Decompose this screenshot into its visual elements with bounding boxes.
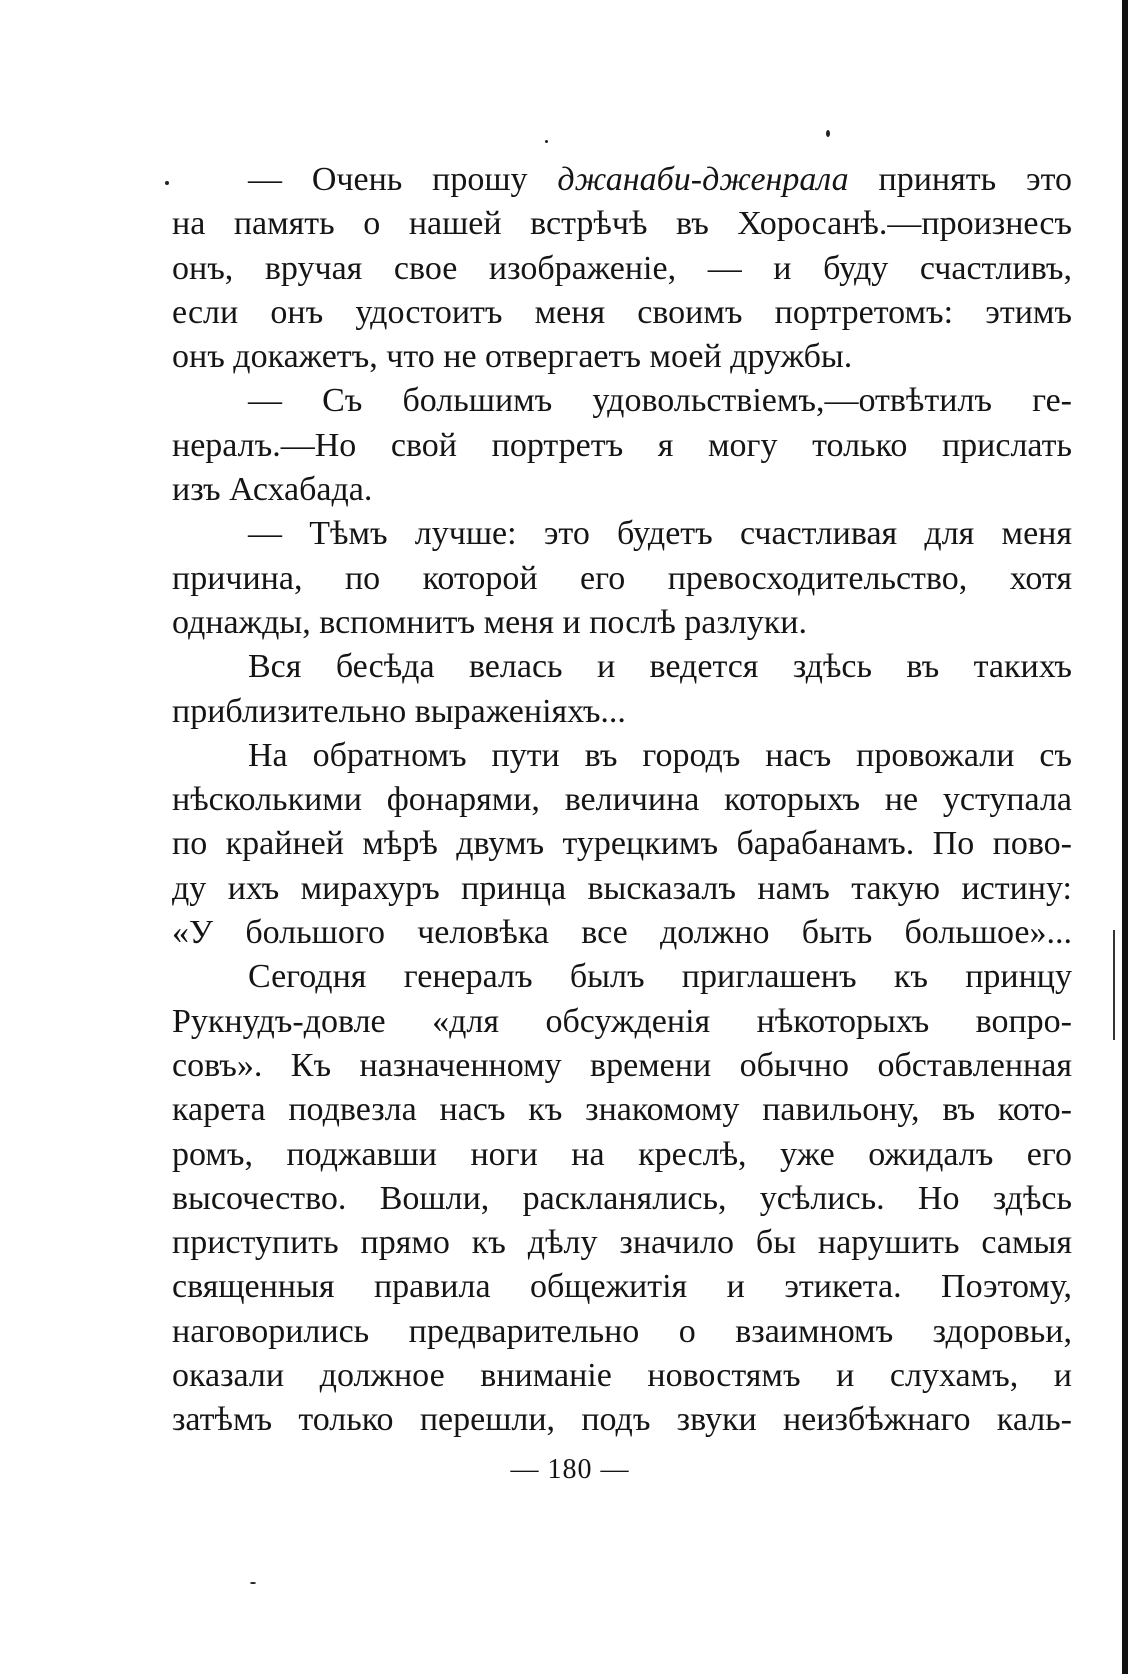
- ink-speck: [165, 181, 169, 185]
- text-line: нералъ.—Но свой портретъ я могу только прислать: [172, 426, 1072, 464]
- text-line: нѣсколькими фонарями, величина которыхъ не уступала: [172, 781, 1072, 819]
- text-line: по крайней мѣрѣ двумъ турецкимъ барабанамъ. По пово-: [172, 825, 1072, 863]
- page-edge-mark: [1113, 930, 1115, 1040]
- text-line: Рукнудъ-довле «для обсужденія нѣкоторыхъ вопро-: [172, 1002, 1072, 1040]
- text-line: причина, по которой его превосходительство, хотя: [172, 559, 1072, 597]
- text-line: изъ Асхабада.: [172, 471, 373, 509]
- text-line: — Съ большимъ удовольствіемъ,—отвѣтилъ ге-: [248, 382, 1072, 420]
- ink-speck: [545, 140, 548, 143]
- text-line: «У большого человѣка все должно быть большое»...: [172, 914, 1072, 952]
- text-line: онъ докажетъ, что не отвергаетъ моей дружбы.: [172, 338, 853, 376]
- body-text: [172, 158, 1072, 1443]
- ink-speck: [250, 1582, 256, 1584]
- text-line: однажды, вспомнитъ меня и послѣ разлуки.: [172, 603, 807, 641]
- text-line: Сегодня генералъ былъ приглашенъ къ принцу: [248, 958, 1072, 996]
- text-line: наговорились предварительно о взаимномъ здоровьи,: [172, 1312, 1072, 1350]
- text-line: ду ихъ мирахуръ принца высказалъ намъ такую истину:: [172, 869, 1072, 907]
- ink-speck: [826, 130, 830, 137]
- text-line: высочество. Вошли, раскланялись, усѣлись. Но здѣсь: [172, 1179, 1072, 1217]
- text-line: приступить прямо къ дѣлу значило бы нарушить самыя: [172, 1224, 1072, 1262]
- text-line: оказали должное вниманіе новостямъ и слухамъ, и: [172, 1357, 1072, 1395]
- text-line: приблизительно выраженіяхъ...: [172, 692, 626, 730]
- text-line: затѣмъ только перешли, подъ звуки неизбѣжнаго каль-: [172, 1401, 1072, 1439]
- text-line: На обратномъ пути въ городъ насъ провожали съ: [248, 736, 1072, 774]
- page-edge-rule: [1122, 0, 1128, 1674]
- page-number: — 180 —: [510, 1454, 630, 1485]
- text-line: на память о нашей встрѣчѣ въ Хоросанѣ.—произнесъ: [172, 205, 1072, 243]
- text-line: карета подвезла насъ къ знакомому павильону, въ кото-: [172, 1091, 1072, 1129]
- text-line: Вся бесѣда велась и ведется здѣсь въ такихъ: [248, 648, 1072, 686]
- text-line: совъ». Къ назначенному времени обычно обставленная: [172, 1046, 1072, 1084]
- text-line: онъ, вручая свое изображеніе, — и буду счастливъ,: [172, 249, 1072, 287]
- text-line: ромъ, поджавши ноги на креслѣ, уже ожидалъ его: [172, 1135, 1072, 1173]
- text-line: — Тѣмъ лучше: это будетъ счастливая для меня: [248, 515, 1072, 553]
- text-line: священныя правила общежитія и этикета. Поэтому,: [172, 1268, 1072, 1306]
- text-line: — Очень прошу джанаби-дженрала принять это: [248, 161, 1072, 198]
- text-line: если онъ удостоитъ меня своимъ портретомъ: этимъ: [172, 293, 1072, 331]
